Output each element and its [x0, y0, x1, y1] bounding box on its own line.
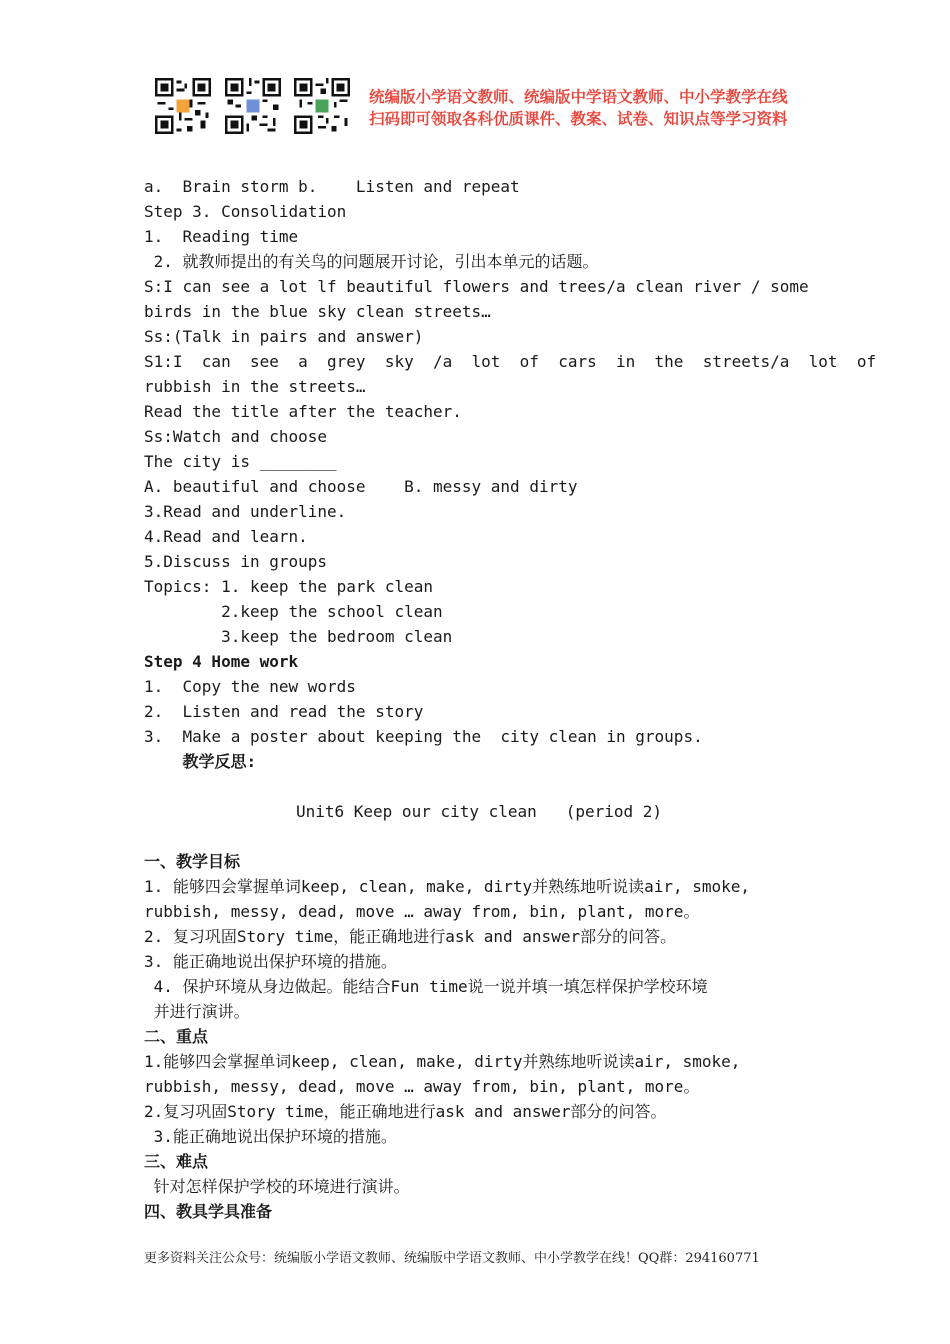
text-line: 1. Reading time: [144, 227, 299, 246]
promo-line-1: 统编版小学语文教师、统编版中学语文教师、中小学教学在线: [369, 88, 788, 106]
text-line: birds in the blue sky clean streets…: [144, 302, 491, 321]
key-point-line: 1.能够四会掌握单词keep, clean, make, dirty并熟练地听说读air, smoke,: [144, 1052, 741, 1071]
text-line: a. Brain storm b. Listen and repeat: [144, 177, 520, 196]
text-line: 2. 就教师提出的有关鸟的问题展开讨论，引出本单元的话题。: [144, 252, 599, 271]
objective-line: 2. 复习巩固Story time，能正确地进行ask and answer部分的问答。: [144, 927, 677, 946]
text-line: 3.Read and underline.: [144, 502, 347, 521]
objective-line: 4. 保护环境从身边做起。能结合Fun time说一说并填一填怎样保护学校环境: [144, 977, 708, 996]
text-line: S1:I can see a grey sky /a lot of cars in the streets/a lot of: [144, 352, 877, 371]
unit-title: Unit6 Keep our city clean (period 2): [295, 802, 663, 821]
text-line: Step 3. Consolidation: [144, 202, 347, 221]
text-line: S:I can see a lot lf beautiful flowers and trees/a clean river / some: [144, 277, 809, 296]
homework-item: 3. Make a poster about keeping the city clean in groups.: [144, 727, 703, 746]
promo-line-2: 扫码即可领取各科优质课件、教案、试卷、知识点等学习资料: [369, 110, 788, 128]
objective-line: 3. 能正确地说出保护环境的措施。: [144, 952, 397, 971]
objective-line: 1. 能够四会掌握单词keep, clean, make, dirty并熟练地听说读air, smoke,: [144, 877, 751, 896]
objective-line: rubbish, messy, dead, move … away from, bin, plant, more。: [144, 902, 700, 921]
section-heading: 一、教学目标: [144, 852, 241, 871]
key-point-line: 2.复习巩固Story time，能正确地进行ask and answer部分的问答。: [144, 1102, 667, 1121]
text-line: 4.Read and learn.: [144, 527, 308, 546]
text-line: Ss:(Talk in pairs and answer): [144, 327, 424, 346]
fill-blank-line: The city is ________: [144, 452, 337, 471]
homework-item: 1. Copy the new words: [144, 677, 356, 696]
key-point-line: rubbish, messy, dead, move … away from, bin, plant, more。: [144, 1077, 700, 1096]
header-banner: [155, 78, 795, 136]
topics-line: 3.keep the bedroom clean: [144, 627, 453, 646]
reflection-heading: 教学反思:: [144, 752, 257, 771]
footer-note: 更多资料关注公众号：统编版小学语文教师、统编版中学语文教师、中小学教学在线！QQ群：294160771: [144, 1251, 760, 1266]
section-heading: 三、难点: [144, 1152, 209, 1171]
text-line: Read the title after the teacher.: [144, 402, 462, 421]
blank-line: [144, 824, 814, 849]
homework-item: 2. Listen and read the story: [144, 702, 424, 721]
topics-line: 2.keep the school clean: [144, 602, 443, 621]
qr-code-icon[interactable]: [225, 78, 281, 134]
key-point-line: 3.能正确地说出保护环境的措施。: [144, 1127, 397, 1146]
choice-line: A. beautiful and choose B. messy and dirty: [144, 477, 578, 496]
topics-line: Topics: 1. keep the park clean: [144, 577, 433, 596]
objective-line: 并进行演讲。: [144, 1002, 250, 1021]
document-body: [144, 174, 877, 1224]
blank-line: [144, 774, 814, 799]
section-heading: 四、教具学具准备: [144, 1202, 273, 1221]
qr-code-icon[interactable]: [155, 78, 211, 134]
section-heading: 二、重点: [144, 1027, 209, 1046]
promo-text: [369, 86, 788, 130]
text-line: Ss:Watch and choose: [144, 427, 328, 446]
qr-code-icon[interactable]: [294, 78, 350, 134]
text-line: 5.Discuss in groups: [144, 552, 328, 571]
step-heading: Step 4 Home work: [144, 652, 299, 671]
difficulty-line: 针对怎样保护学校的环境进行演讲。: [144, 1177, 410, 1196]
text-line: rubbish in the streets…: [144, 377, 366, 396]
